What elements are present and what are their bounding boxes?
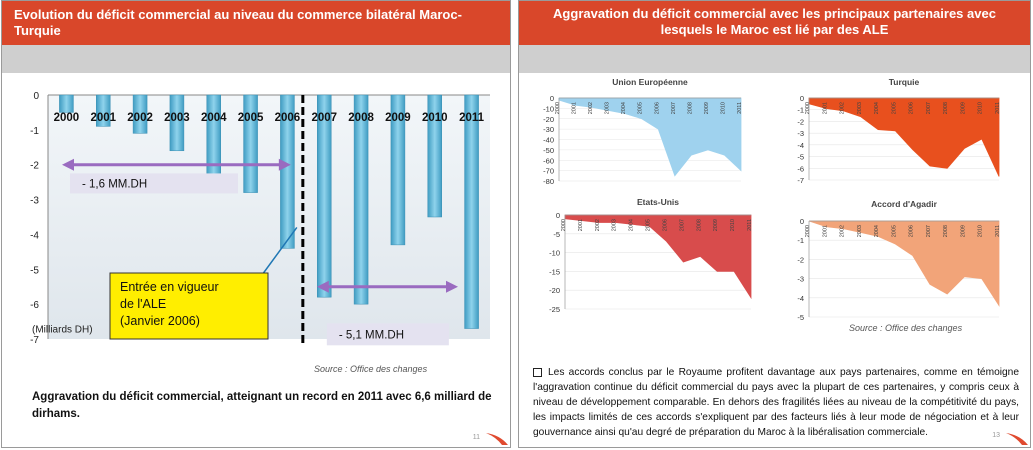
y-tick-label: -60 [543, 156, 554, 166]
y-tick-label: -80 [543, 177, 554, 186]
x-tick-label: 2000 [53, 112, 80, 124]
x-tick-label: 2009 [703, 102, 710, 115]
unit-label: (Milliards DH) [32, 324, 93, 336]
x-tick-label: 2003 [856, 102, 863, 115]
x-tick-label: 2005 [237, 112, 264, 124]
x-tick-label: 2001 [571, 102, 578, 115]
y-tick-label: -7 [797, 176, 804, 185]
x-tick-label: 2011 [459, 112, 485, 124]
x-tick-label: 2004 [874, 102, 881, 115]
x-tick-label: 2006 [274, 112, 301, 124]
y-tick-label: -25 [549, 305, 560, 314]
x-tick-label: 2010 [730, 219, 737, 232]
chart-source: Source : Office des changes [849, 323, 963, 333]
area-series [809, 221, 999, 305]
x-tick-label: 2001 [822, 102, 829, 115]
x-tick-label: 2001 [90, 112, 117, 124]
x-tick-label: 2005 [637, 101, 644, 115]
x-tick-label: 2005 [645, 219, 652, 232]
y-tick-label: -7 [30, 335, 39, 346]
x-tick-label: 2007 [679, 219, 686, 232]
x-tick-label: 2005 [891, 102, 898, 115]
x-tick-label: 2001 [577, 219, 584, 232]
y-tick-label: -2 [797, 117, 804, 127]
y-tick-label: -50 [543, 145, 554, 155]
x-tick-label: 2003 [856, 225, 863, 238]
x-tick-label: 2011 [995, 225, 1001, 237]
x-tick-label: 2010 [720, 102, 727, 115]
checkbox-bullet-icon [533, 368, 542, 377]
y-tick-label: -6 [797, 164, 804, 174]
y-tick-label: -3 [797, 129, 804, 139]
x-tick-label: 2007 [670, 102, 677, 115]
x-tick-label: 2011 [737, 102, 743, 114]
y-tick-label: 0 [799, 94, 804, 103]
x-tick-label: 2002 [594, 219, 601, 232]
y-tick-label: -1 [30, 125, 39, 137]
y-tick-label: -20 [549, 286, 560, 296]
bar-chart [2, 83, 511, 383]
y-tick-label: -20 [543, 114, 554, 124]
y-tick-label: -2 [797, 255, 804, 265]
x-tick-label: 2007 [925, 102, 932, 115]
x-tick-label: 2004 [874, 225, 881, 238]
x-tick-label: 2006 [908, 225, 915, 238]
x-tick-label: 2004 [628, 219, 635, 232]
y-tick-label: -10 [549, 248, 560, 258]
swoosh-logo-icon [1006, 431, 1028, 445]
slide-caption: Aggravation du déficit commercial, atteignant un record en 2011 avec 6,6 milliard de dirhams. [32, 391, 492, 420]
x-tick-label: 2010 [977, 102, 984, 115]
area-series [809, 98, 999, 176]
y-tick-label: 0 [555, 211, 560, 220]
x-tick-label: 2000 [805, 225, 811, 238]
x-tick-label: 2007 [925, 225, 932, 238]
x-tick-label: 2011 [995, 102, 1001, 114]
page-number: 13 [992, 432, 1000, 439]
x-tick-label: 2002 [127, 112, 153, 124]
chart-source: Source : Office des changes [314, 364, 428, 374]
y-tick-label: -4 [797, 140, 804, 150]
x-tick-label: 2004 [621, 102, 628, 115]
y-tick-label: -2 [30, 160, 39, 172]
x-tick-label: 2003 [604, 102, 611, 115]
x-tick-label: 2010 [421, 112, 448, 124]
y-tick-label: -3 [797, 274, 804, 284]
bar [465, 95, 479, 329]
y-tick-label: -10 [543, 104, 554, 114]
slide-title: Evolution du déficit commercial au niveau du commerce bilatéral Maroc-Turquie [2, 1, 510, 45]
x-tick-label: 2002 [839, 225, 846, 238]
bar [244, 95, 258, 193]
area-series [565, 215, 751, 298]
x-tick-label: 2010 [977, 225, 984, 238]
y-tick-label: 0 [549, 94, 554, 103]
x-tick-label: 2011 [747, 219, 753, 231]
x-tick-label: 2009 [960, 225, 967, 238]
callout-text-line: de l'ALE [120, 297, 167, 311]
slide-title: Aggravation du déficit commercial avec les principaux partenaires avec lesquels le Maroc est lié par des ALE [519, 1, 1030, 45]
area-series [559, 98, 741, 176]
y-tick-label: -3 [30, 195, 39, 207]
arrow-label-after: - 5,1 MM.DH [338, 329, 405, 342]
mini-chart-title: Accord d'Agadir [871, 199, 937, 209]
x-tick-label: 2006 [662, 219, 669, 232]
x-tick-label: 2004 [200, 112, 227, 124]
y-tick-label: -40 [543, 135, 554, 145]
slide-subheader-bar [2, 45, 510, 73]
mini-chart-title: Union Européenne [612, 77, 688, 87]
bar [317, 95, 331, 297]
x-tick-label: 2003 [611, 219, 618, 232]
mini-chart-title: Turquie [888, 77, 920, 87]
callout-text-line: Entrée en vigueur [120, 280, 219, 294]
y-tick-label: -5 [797, 152, 804, 162]
partner-area-charts [519, 73, 1031, 343]
y-tick-label: -5 [30, 265, 39, 277]
x-tick-label: 2003 [164, 112, 190, 124]
x-tick-label: 2006 [908, 102, 915, 115]
x-tick-label: 2000 [561, 219, 567, 232]
x-tick-label: 2008 [687, 102, 694, 115]
x-tick-label: 2002 [588, 102, 595, 115]
x-tick-label: 2000 [555, 102, 561, 115]
y-tick-label: -15 [549, 267, 560, 277]
y-tick-label: -1 [797, 236, 804, 246]
x-tick-label: 2005 [891, 225, 898, 238]
x-tick-label: 2002 [839, 102, 846, 115]
slide-left [1, 0, 511, 448]
arrow-label-before: - 1,6 MM.DH [82, 178, 148, 191]
x-tick-label: 2008 [943, 225, 950, 238]
y-tick-label: -5 [553, 229, 560, 239]
y-tick-label: -4 [30, 230, 39, 242]
slide-right [518, 0, 1031, 448]
x-tick-label: 2008 [943, 102, 950, 115]
y-tick-label: -5 [797, 313, 804, 322]
y-tick-label: -70 [543, 166, 554, 176]
swoosh-logo-icon [486, 431, 508, 445]
y-tick-label: -4 [797, 293, 804, 303]
bullet-text: Les accords conclus par le Royaume profitent davantage aux pays partenaires, comme en témoigne l'aggravation continue du déficit commercial du pays avec la plupart de ces partenaires, y compris ceux à niveau de développement comparable. En dehors des fragilités liées au niveau de la compétitivité du pays, les impacts limités de ces accords s'expliquent par des facteurs liés à leur mode de négociation et à leur gouvernance ainsi qu'au degré de préparation du Maroc à la libéralisation commerciale. [533, 367, 1019, 438]
y-tick-label: -6 [30, 300, 39, 312]
y-tick-label: -1 [797, 105, 804, 115]
bar [354, 95, 368, 304]
bar [59, 95, 73, 112]
x-tick-label: 2009 [385, 112, 411, 124]
x-tick-label: 2008 [696, 219, 703, 232]
y-tick-label: 0 [799, 217, 804, 226]
x-tick-label: 2009 [960, 102, 967, 115]
x-tick-label: 2000 [805, 102, 811, 115]
mini-chart-title: Etats-Unis [636, 197, 680, 207]
x-tick-label: 2001 [822, 225, 829, 238]
x-tick-label: 2007 [311, 112, 338, 124]
callout-text-line: (Janvier 2006) [120, 314, 200, 328]
page-number: 11 [472, 434, 480, 441]
x-tick-label: 2008 [348, 112, 374, 124]
y-tick-label: 0 [33, 91, 39, 102]
y-tick-label: -30 [543, 125, 554, 135]
x-tick-label: 2006 [654, 102, 661, 115]
x-tick-label: 2009 [713, 219, 720, 232]
slide-subheader-bar [519, 45, 1030, 73]
bullet-paragraph [533, 365, 1019, 440]
